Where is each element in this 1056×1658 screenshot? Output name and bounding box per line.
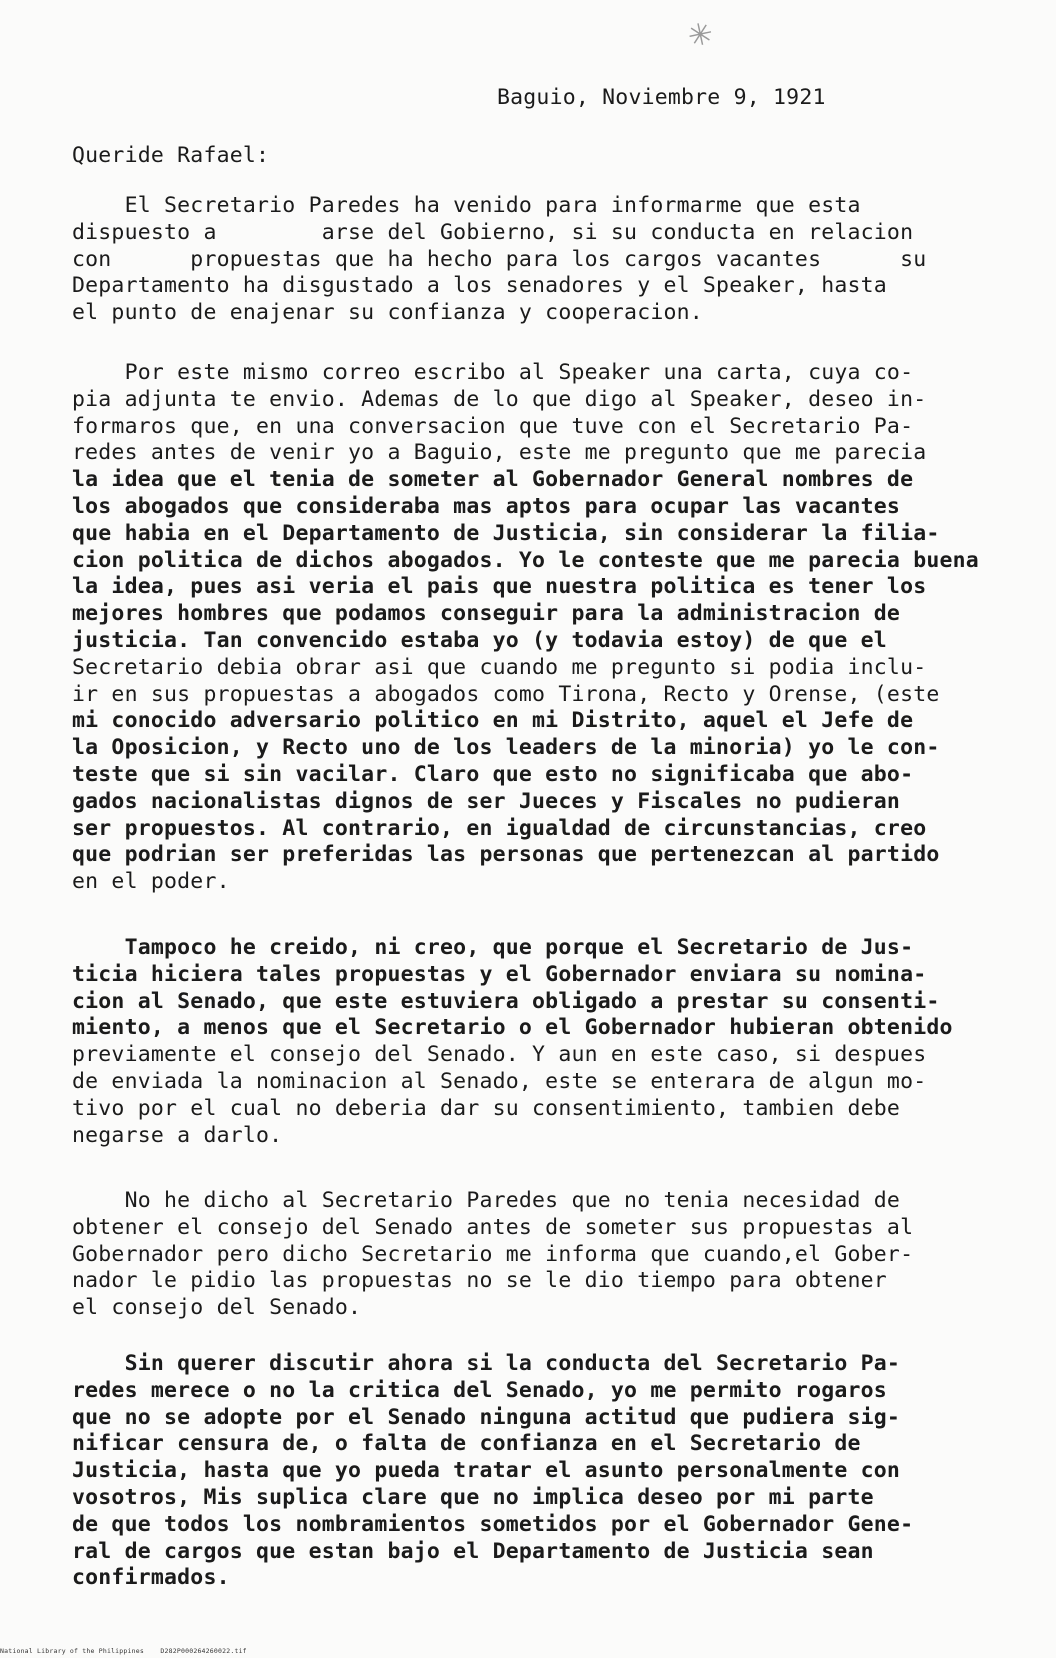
- text-line: Departamento ha disgustado a los senadores y el Speaker, hasta: [72, 273, 887, 299]
- text-line: el punto de enajenar su confianza y cooperacion.: [72, 300, 703, 326]
- text-line: la idea, pues asi veria el pais que nuestra politica es tener los: [72, 574, 927, 600]
- text-line: Sin querer discutir ahora si la conducta del Secretario Pa-: [72, 1351, 901, 1376]
- text-line: teste que si sin vacilar. Claro que esto no significaba que abo-: [72, 761, 914, 787]
- dateline: Baguio, Noviembre 9, 1921: [497, 85, 826, 110]
- text-line: ser propuestos. Al contrario, en igualdad de circunstancias, creo: [72, 815, 927, 841]
- salutation: Queride Rafael:: [72, 143, 270, 168]
- text-line: El Secretario Paredes ha venido para informarme que esta: [72, 193, 861, 218]
- text-line: ir en sus propuestas a abogados como Tirona, Recto y Orense, (este: [72, 681, 940, 707]
- text-line: los abogados que consideraba mas aptos para ocupar las vacantes: [72, 493, 901, 519]
- text-line: redes antes de venir yo a Baguio, este me pregunto que me parecia: [72, 440, 927, 466]
- archival-mark: ✳: [684, 15, 717, 56]
- text-line: No he dicho al Secretario Paredes que no tenia necesidad de: [72, 1188, 901, 1213]
- paragraph-3: [72, 935, 1052, 1149]
- text-line: la Oposicion, y Recto uno de los leaders de la minoria) yo le con-: [72, 735, 940, 761]
- text-line: cion politica de dichos abogados. Yo le conteste que me parecia buena: [72, 547, 979, 573]
- text-line: confirmados.: [72, 1565, 230, 1591]
- text-line: la idea que el tenia de someter al Gobernador General nombres de: [72, 467, 914, 493]
- text-line: que no se adopte por el Senado ninguna actitud que pudiera sig-: [72, 1404, 901, 1430]
- text-line: de enviada la nominacion al Senado, este se enterara de algun mo-: [72, 1068, 927, 1094]
- text-line: ticia hiciera tales propuestas y el Gobernador enviara su nomina-: [72, 961, 927, 987]
- text-line: tivo por el cual no deberia dar su consentimiento, tambien debe: [72, 1095, 901, 1121]
- text-line: redes merece o no la critica del Senado, yo me permito rogaros: [72, 1377, 887, 1403]
- archive-footer: National Library of the Philippines D282P000264260022.tif: [0, 1647, 247, 1655]
- text-line: Justicia, hasta que yo pueda tratar el asunto personalmente con: [72, 1458, 901, 1484]
- text-line: mejores hombres que podamos conseguir para la administracion de: [72, 601, 901, 627]
- text-line: cion al Senado, que este estuviera obligado a prestar su consenti-: [72, 988, 940, 1014]
- text-line: Tampoco he creido, ni creo, que porque el Secretario de Jus-: [72, 935, 914, 960]
- text-line: que podrian ser preferidas las personas que pertenezcan al partido: [72, 842, 940, 868]
- text-line: en el poder.: [72, 869, 230, 895]
- text-line: de que todos los nombramientos sometidos por el Gobernador Gene-: [72, 1511, 914, 1537]
- text-line: formaros que, en una conversacion que tuve con el Secretario Pa-: [72, 413, 914, 439]
- text-line: previamente el consejo del Senado. Y aun en este caso, si despues: [72, 1042, 927, 1068]
- text-line: Gobernador pero dicho Secretario me informa que cuando,el Gober-: [72, 1241, 914, 1267]
- text-line: Secretario debia obrar asi que cuando me pregunto si podia inclu-: [72, 654, 927, 680]
- paragraph-1: [72, 193, 1052, 327]
- text-line: el consejo del Senado.: [72, 1295, 362, 1321]
- text-line: mi conocido adversario politico en mi Distrito, aquel el Jefe de: [72, 708, 914, 734]
- text-line: dispuesto a arse del Gobierno, si su conducta en relacion: [72, 219, 914, 245]
- text-line: nificar censura de, o falta de confianza en el Secretario de: [72, 1431, 861, 1457]
- paragraph-5: [72, 1351, 1052, 1592]
- text-line: ral de cargos que estan bajo el Departamento de Justicia sean: [72, 1538, 874, 1564]
- text-line: negarse a darlo.: [72, 1122, 283, 1148]
- text-line: nador le pidio las propuestas no se le dio tiempo para obtener: [72, 1268, 887, 1294]
- text-line: miento, a menos que el Secretario o el Gobernador hubieran obtenido: [72, 1015, 953, 1041]
- text-line: vosotros, Mis suplica clare que no implica deseo por mi parte: [72, 1484, 874, 1510]
- text-line: pia adjunta te envio. Ademas de lo que digo al Speaker, deseo in-: [72, 386, 927, 412]
- text-line: justicia. Tan convencido estaba yo (y todavia estoy) de que el: [72, 627, 887, 653]
- text-line: que habia en el Departamento de Justicia, sin considerar la filia-: [72, 520, 940, 546]
- paragraph-4: [72, 1188, 1052, 1322]
- text-line: obtener el consejo del Senado antes de someter sus propuestas al: [72, 1214, 914, 1240]
- text-line: con propuestas que ha hecho para los cargos vacantes su: [72, 246, 927, 272]
- paragraph-2: [72, 360, 1052, 896]
- text-line: gados nacionalistas dignos de ser Jueces y Fiscales no pudieran: [72, 788, 901, 814]
- text-line: Por este mismo correo escribo al Speaker una carta, cuya co-: [72, 360, 914, 385]
